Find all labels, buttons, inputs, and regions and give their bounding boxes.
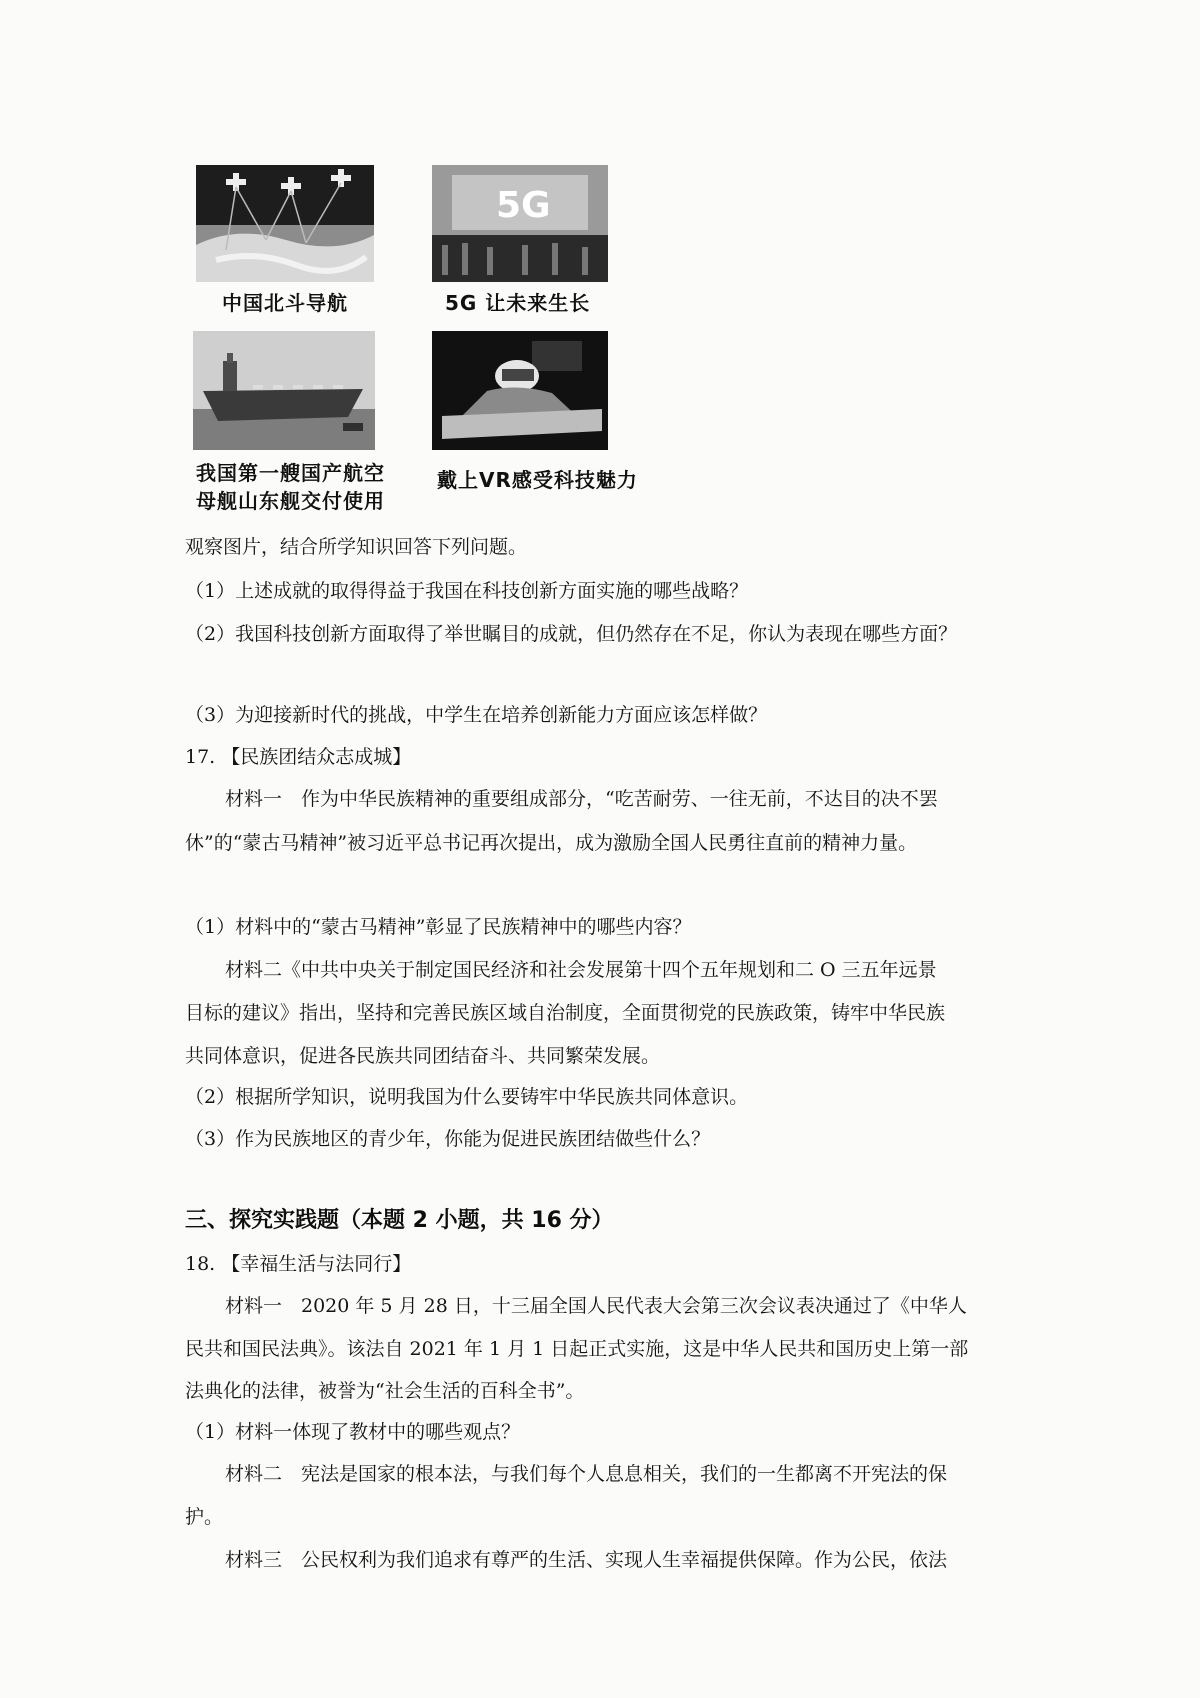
photo-caption: 戴上VR感受科技魅力 [437, 468, 638, 492]
q16-question-1: （1）上述成就的取得得益于我国在科技创新方面实施的哪些战略？ [185, 580, 749, 602]
aircraft-carrier-icon [193, 331, 375, 450]
q18-material-2-line-1: 材料二 宪法是国家的根本法，与我们每个人息息相关，我们的一生都离不开宪法的保 [225, 1463, 948, 1485]
q18-material-2-line-2: 护。 [185, 1506, 224, 1528]
q17-title: 17. 【民族团结众志成城】 [185, 746, 412, 768]
satellite-navigation-photo [196, 165, 374, 282]
q18-material-1-line-1: 材料一 2020 年 5 月 28 日，十三届全国人民代表大会第三次会议表决通过了《中华人 [225, 1295, 967, 1317]
q16-question-2: （2）我国科技创新方面取得了举世瞩目的成就，但仍然存在不足，你认为表现在哪些方面？ [185, 623, 958, 645]
q17-question-2: （2）根据所学知识，说明我国为什么要铸牢中华民族共同体意识。 [185, 1086, 749, 1108]
q16-intro: 观察图片，结合所学知识回答下列问题。 [185, 536, 528, 558]
q17-material-2-line-2: 目标的建议》指出，坚持和完善民族区域自治制度，全面贯彻党的民族政策，铸牢中华民族 [185, 1002, 946, 1024]
photo-caption: 中国北斗导航 [222, 291, 348, 315]
q17-material-1-line-2: 休”的“蒙古马精神”被习近平总书记再次提出，成为激励全国人民勇往直前的精神力量。 [185, 832, 918, 854]
5g-icon [432, 165, 608, 282]
photo-caption: 5G 让未来生长 [445, 291, 591, 315]
vr-headset-icon [432, 331, 608, 450]
q17-material-1-line-1: 材料一 作为中华民族精神的重要组成部分，“吃苦耐劳、一往无前，不达目的决不罢 [225, 788, 938, 810]
q16-question-3: （3）为迎接新时代的挑战，中学生在培养创新能力方面应该怎样做？ [185, 704, 768, 726]
q18-title: 18. 【幸福生活与法同行】 [185, 1253, 412, 1275]
section-3-heading: 三、探究实践题（本题 2 小题，共 16 分） [185, 1208, 614, 1233]
vr-headset-photo [432, 331, 608, 450]
q17-material-2-line-1: 材料二《中共中央关于制定国民经济和社会发展第十四个五年规划和二 O 三五年远景 [225, 959, 937, 981]
satellite-icon [196, 165, 374, 282]
photo-caption-line-2: 母舰山东舰交付使用 [196, 489, 385, 513]
5g-stage-photo [432, 165, 608, 282]
q18-material-1-line-3: 法典化的法律，被誉为“社会生活的百科全书”。 [185, 1380, 585, 1402]
q17-material-2-line-3: 共同体意识，促进各民族共同团结奋斗、共同繁荣发展。 [185, 1045, 661, 1067]
q18-material-3-line-1: 材料三 公民权利为我们追求有尊严的生活、实现人生幸福提供保障。作为公民，依法 [225, 1549, 948, 1571]
q17-question-1: （1）材料中的“蒙古马精神”彰显了民族精神中的哪些内容？ [185, 916, 692, 938]
photo-caption-line-1: 我国第一艘国产航空 [196, 461, 385, 485]
q18-material-1-line-2: 民共和国民法典》。该法自 2021 年 1 月 1 日起正式实施，这是中华人民共和国历史上第一部 [185, 1338, 969, 1360]
aircraft-carrier-photo [193, 331, 375, 450]
q17-question-3: （3）作为民族地区的青少年，你能为促进民族团结做些什么？ [185, 1128, 711, 1150]
q18-question-1: （1）材料一体现了教材中的哪些观点？ [185, 1421, 521, 1443]
5g-overlay-text: 5G [496, 185, 551, 226]
